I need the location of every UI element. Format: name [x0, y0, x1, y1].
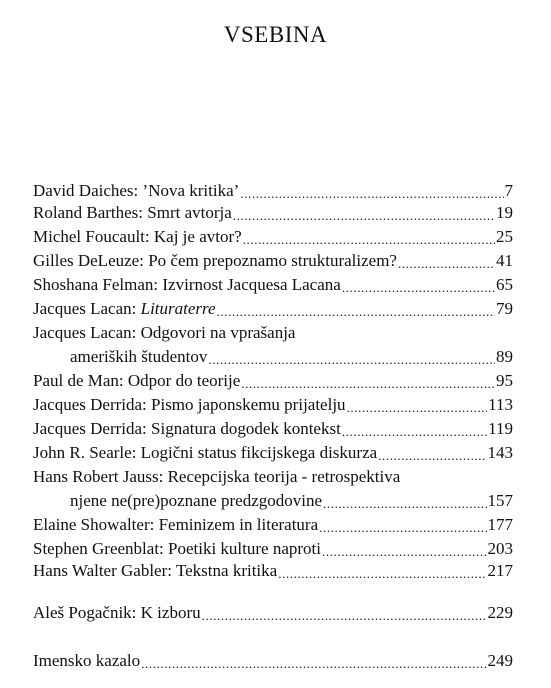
toc-page-number: 7: [504, 181, 513, 200]
dot-leader: [342, 418, 487, 440]
toc-entry-text: Jacques Lacan: Odgovori na vprašanja: [33, 323, 296, 342]
toc-page-number: 249: [487, 651, 513, 670]
toc-entry: [33, 202, 513, 224]
toc-page-number: 203: [487, 539, 513, 558]
toc-entry: [33, 274, 513, 296]
toc-entry-text: David Daiches: ’Nova kritika’: [33, 181, 240, 200]
toc-page-number: 157: [487, 491, 513, 510]
toc-entry: [33, 322, 295, 344]
toc-entry: [33, 394, 513, 416]
toc-entry-text: Jacques Derrida: Signatura dogodek kontekst: [33, 419, 341, 438]
dot-leader: [378, 442, 486, 464]
toc-entry-text: Imensko kazalo: [33, 651, 141, 670]
dot-leader: [342, 274, 495, 296]
toc-entry: [33, 538, 513, 560]
toc-entry: [33, 560, 513, 582]
toc-entry-afterword: [33, 602, 513, 624]
page-title: VSEBINA: [223, 22, 328, 47]
toc-entry: [33, 250, 513, 272]
toc-page-number: 19: [496, 203, 513, 222]
toc-page-number: 25: [496, 227, 513, 246]
toc-entry-index: [33, 650, 513, 672]
dot-leader: [241, 370, 495, 392]
dot-leader: [217, 298, 495, 320]
toc-page-number: 177: [487, 515, 513, 534]
toc-entry: [33, 226, 513, 248]
toc-entry-text: Aleš Pogačnik: K izboru: [33, 603, 201, 622]
toc-entry: [33, 418, 513, 440]
dot-leader: [347, 394, 488, 416]
italic-title: Lituraterre: [140, 299, 216, 318]
toc-page-number: 89: [496, 347, 513, 366]
toc-entry-continuation: [70, 346, 513, 368]
toc-page-number: 65: [496, 275, 513, 294]
toc-entry-text: Jacques Lacan: Lituraterre: [33, 299, 216, 318]
toc-entry-text: Hans Robert Jauss: Recepcijska teorija - retrospektiva: [33, 467, 401, 486]
toc-entry: [33, 514, 513, 536]
toc-entry: [33, 466, 400, 488]
toc-page-number: 119: [488, 419, 513, 438]
dot-leader: [233, 202, 495, 224]
toc-entry-text: Michel Foucault: Kaj je avtor?: [33, 227, 242, 246]
toc-entry-text: Hans Walter Gabler: Tekstna kritika: [33, 561, 278, 580]
toc-page-number: 229: [487, 603, 513, 622]
toc-page-number: 113: [488, 395, 513, 414]
toc-page-number: 79: [496, 299, 513, 318]
toc-entry-text: John R. Searle: Logični status fikcijskega diskurza: [33, 443, 378, 462]
toc-page-number: 41: [496, 251, 513, 270]
dot-leader: [202, 602, 487, 624]
toc-entry: [33, 180, 513, 202]
dot-leader: [208, 346, 495, 368]
toc-entry-text: Roland Barthes: Smrt avtorja: [33, 203, 232, 222]
dot-leader: [240, 180, 503, 202]
dot-leader: [243, 226, 495, 248]
toc-entry-text: Jacques Derrida: Pismo japonskemu prijatelju: [33, 395, 346, 414]
toc-page-number: 95: [496, 371, 513, 390]
toc-entry: [33, 442, 513, 464]
toc-entry-continuation: [70, 490, 513, 512]
toc-entry-text: njene ne(pre)poznane predzgodovine: [70, 491, 323, 510]
dot-leader: [322, 538, 487, 560]
toc-page-number: 143: [487, 443, 513, 462]
toc-entry-text: ameriških študentov: [70, 347, 208, 366]
dot-leader: [319, 514, 486, 536]
toc-entry-text: Gilles DeLeuze: Po čem prepoznamo strukturalizem?: [33, 251, 397, 270]
toc-page-number: 217: [487, 561, 513, 580]
dot-leader: [141, 650, 486, 672]
dot-leader: [323, 490, 486, 512]
toc-entry: [33, 370, 513, 392]
dot-leader: [278, 560, 486, 582]
toc-entry-text: Shoshana Felman: Izvirnost Jacquesa Lacana: [33, 275, 341, 294]
toc-entry-text: Paul de Man: Odpor do teorije: [33, 371, 241, 390]
toc-entry-text: Stephen Greenblat: Poetiki kulture naproti: [33, 539, 321, 558]
dot-leader: [398, 250, 495, 272]
toc-entry: [33, 298, 513, 320]
toc-entry-text: Elaine Showalter: Feminizem in literatura: [33, 515, 319, 534]
